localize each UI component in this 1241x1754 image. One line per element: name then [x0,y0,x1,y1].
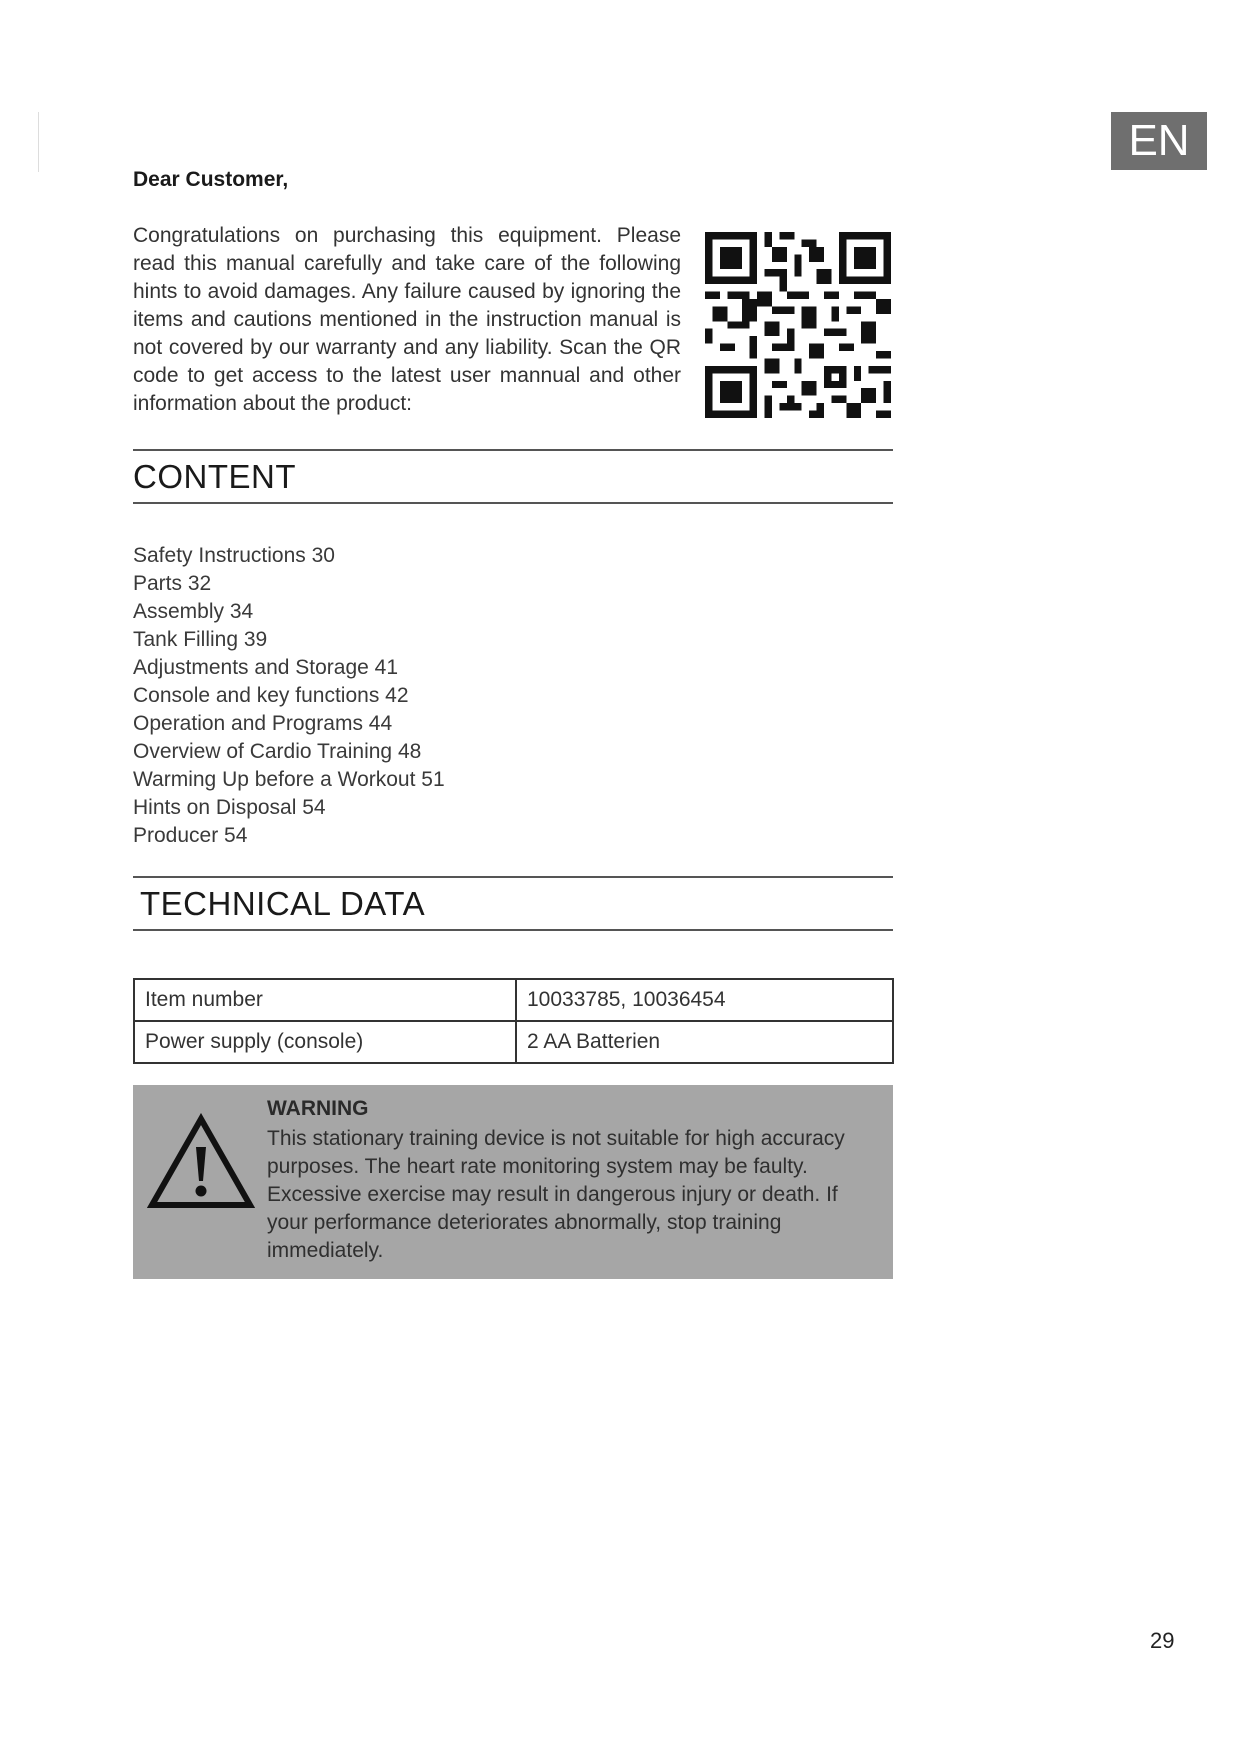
toc-item[interactable]: Tank Filling 39 [133,628,268,651]
content-bottom-rule [133,502,893,504]
toc-item[interactable]: Safety Instructions 30 [133,544,335,567]
toc-item[interactable]: Warming Up before a Workout 51 [133,768,445,791]
toc-item[interactable]: Operation and Programs 44 [133,712,393,735]
toc-item[interactable]: Overview of Cardio Training 48 [133,740,422,763]
content-title: CONTENT [133,458,296,495]
power-supply-value: 2 AA Batterien [516,1021,893,1063]
page-number: 29 [1150,1628,1175,1653]
item-number-label: Item number [134,979,516,1021]
intro-paragraph: Congratulations on purchasing this equipment. Please read this manual carefully and take care of the following hints to avoid damages. Any failure caused by ignoring the items and cautions mentioned in the instruction manual is not covered by our warranty and any liability. Scan the QR code to get access to the latest user mannual and other information about the product: [133,224,681,415]
warning-title: WARNING [267,1097,369,1120]
warning-triangle-icon [147,1113,255,1213]
technical-top-rule [133,876,893,878]
power-supply-label: Power supply (console) [134,1021,516,1063]
technical-bottom-rule [133,929,893,931]
toc-item[interactable]: Producer 54 [133,824,248,847]
toc-item[interactable]: Console and key functions 42 [133,684,409,707]
item-number-value: 10033785, 10036454 [516,979,893,1021]
table-of-contents [133,542,445,850]
technical-data-table [133,978,894,1064]
table-row [134,1021,893,1063]
toc-item[interactable]: Assembly 34 [133,600,254,623]
technical-data-title: TECHNICAL DATA [140,885,426,922]
toc-item[interactable]: Parts 32 [133,572,212,595]
greeting: Dear Customer, [133,168,289,191]
margin-line [38,112,39,172]
warning-text: This stationary training device is not suitable for high accuracy purposes. The heart rate monitoring system may be faulty. Excessive exercise may result in dangerous injury or death. If your performance deteriorates abnormally, stop training immediately. [267,1127,845,1262]
toc-item[interactable]: Hints on Disposal 54 [133,796,326,819]
table-row [134,979,893,1021]
warning-box [133,1085,893,1279]
language-badge: EN [1111,112,1207,170]
qr-code-icon[interactable] [705,232,891,418]
content-top-rule [133,449,893,451]
toc-item[interactable]: Adjustments and Storage 41 [133,656,399,679]
